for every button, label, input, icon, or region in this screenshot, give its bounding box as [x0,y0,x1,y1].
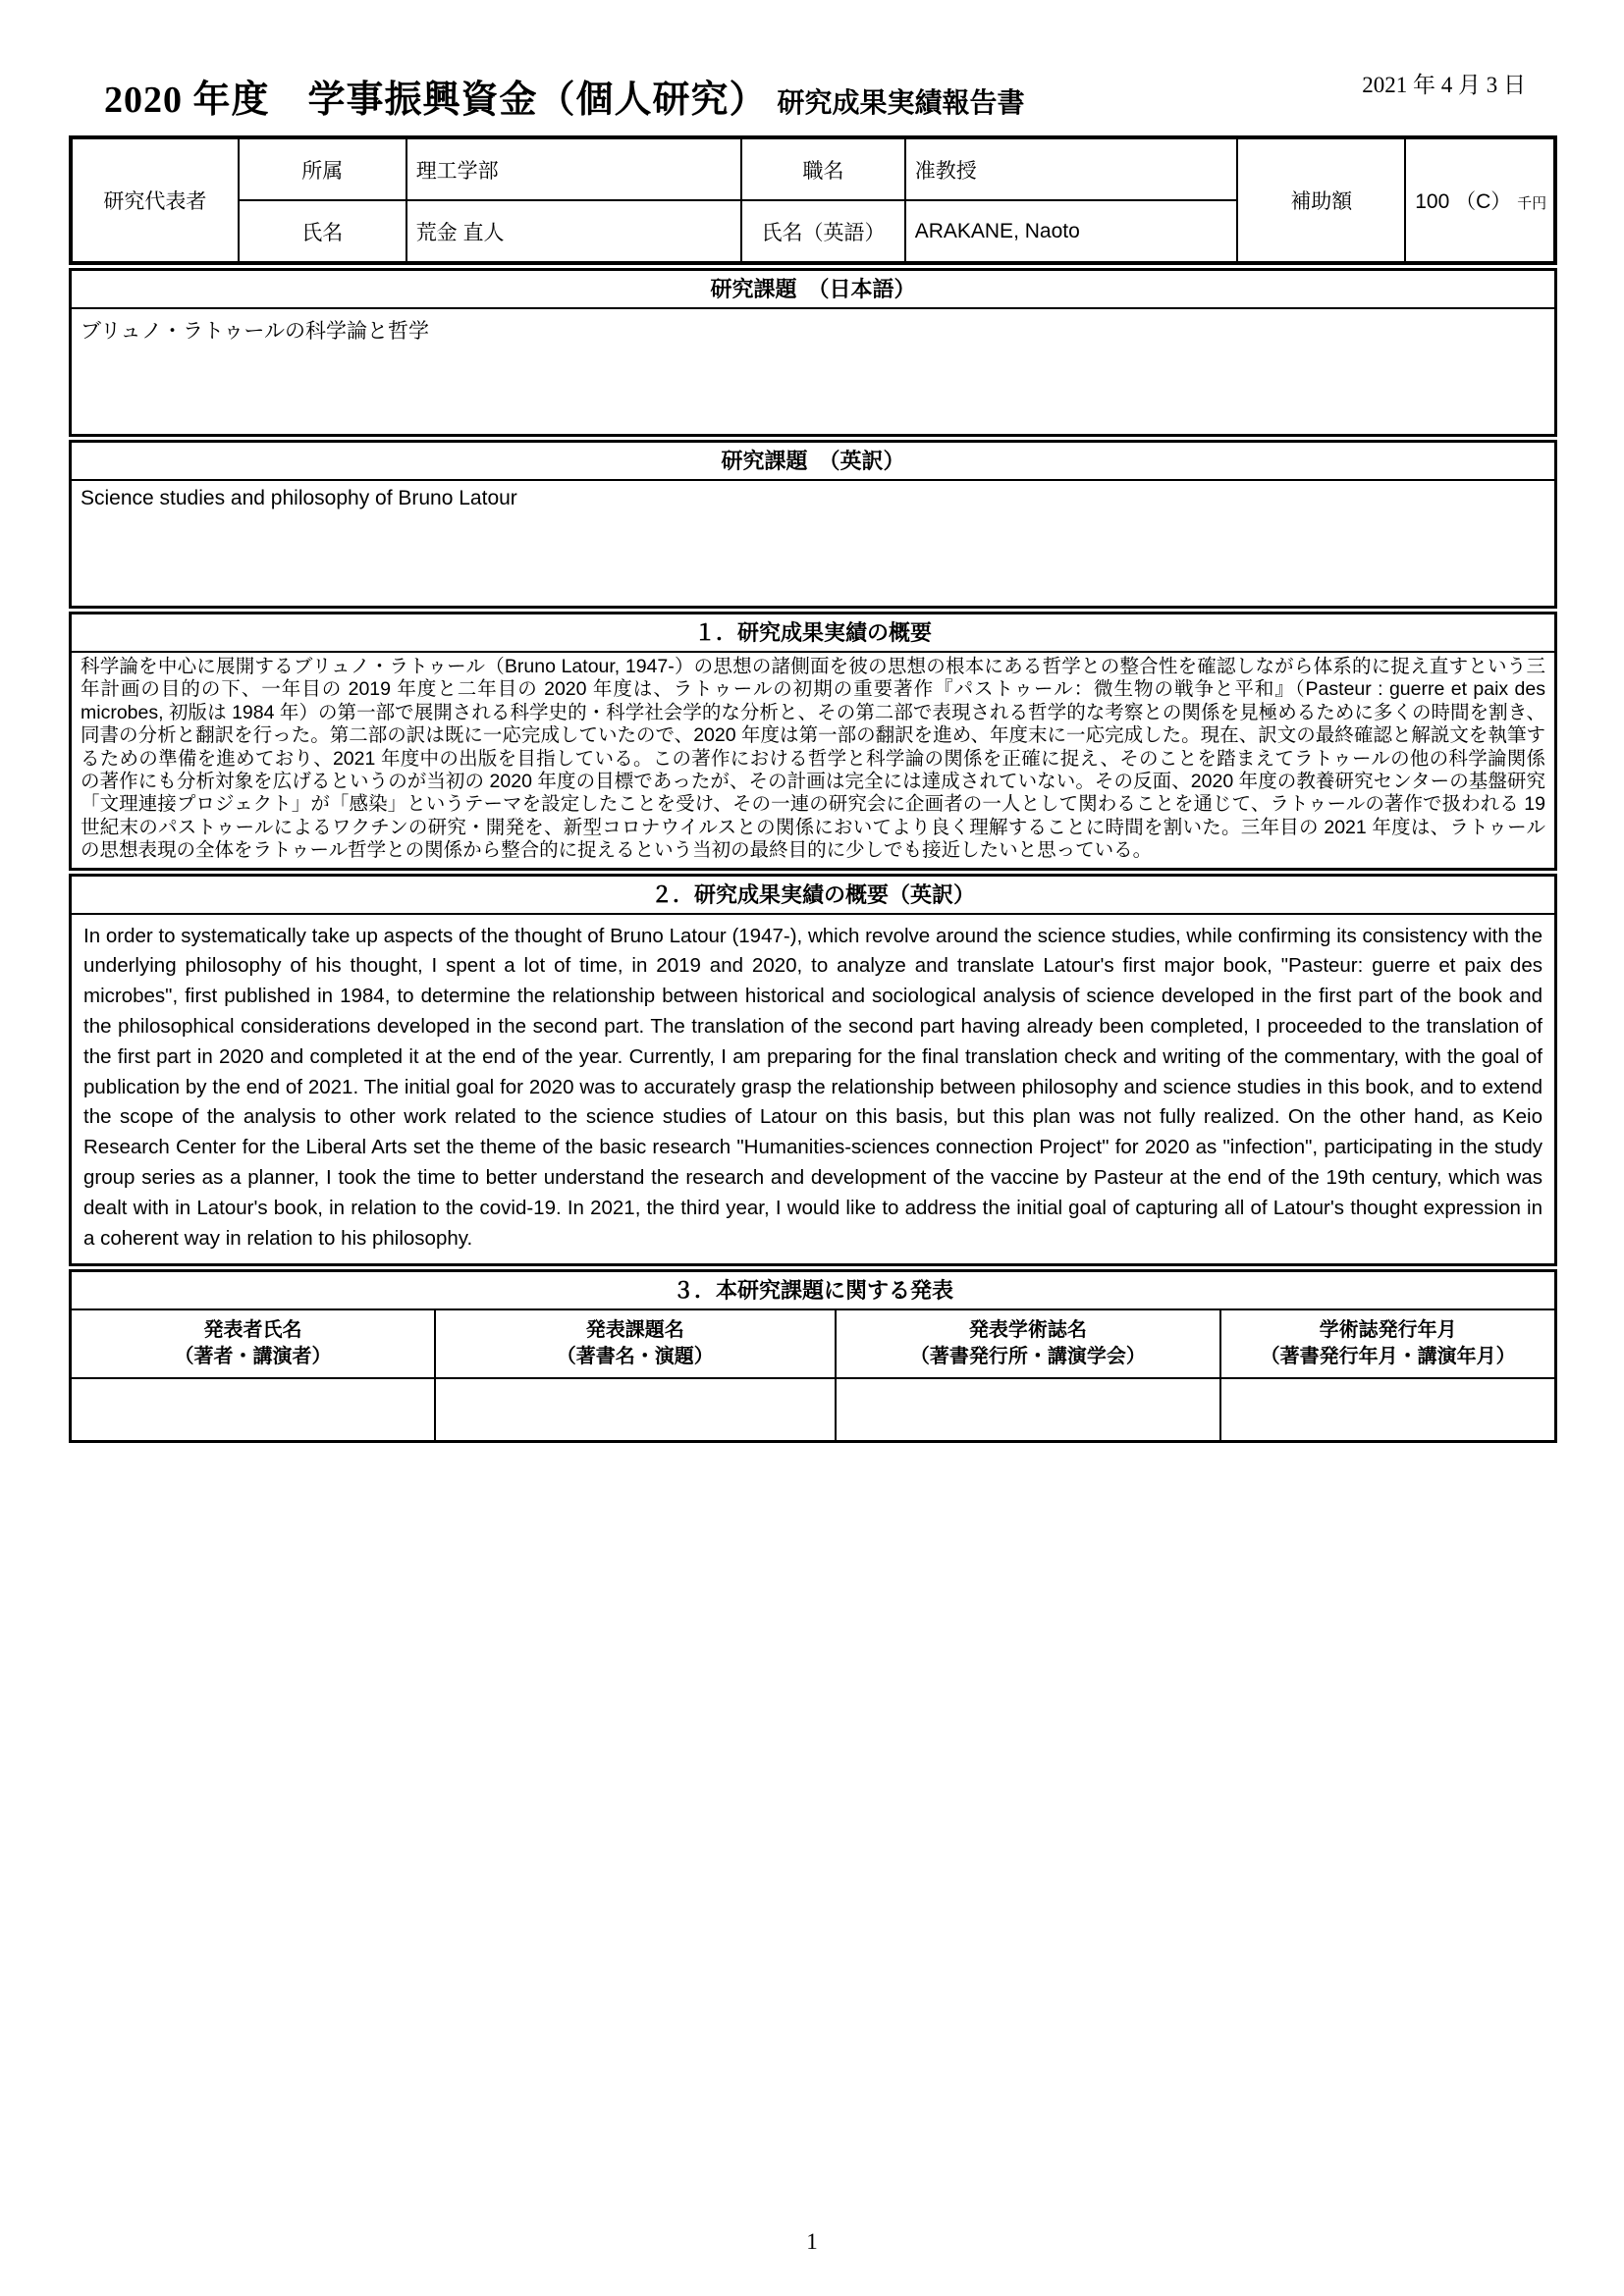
pub-col-date-line1: 学術誌発行年月 [1319,1319,1457,1342]
position-label: 職名 [741,137,904,200]
pub-col-date [1220,1310,1554,1378]
table-cell [1220,1378,1554,1440]
section-summary-ja-content: 科学論を中心に展開するブリュノ・ラトゥール（Bruno Latour, 1947-）の思想の諸側面を彼の思想の根本にある哲学との整合性を確認しながら体系的に捉え直すという三年計画の目的の下、一年目の 2019 年度と二年目の 2020 年度は、ラトゥールの初期の重要著作『パストゥール：微生物の戦争と平和』（Pasteur : guerre et paix des microbes, 初版は 1984 年）の第一部で展開される科学史的・科学社会学的な分析と、その第二部で表現される哲学的な考察との関係を見極めるために多くの時間を割き、同書の分析と翻訳を行った。第二部の訳は既に一応完成していたので、2020 年度は第一部の翻訳を進め、年度末に一応完成した。現在、訳文の最終確認と解説文を執筆するための準備を進めており、2021 年度中の出版を目指している。この著作における哲学と科学論の関係を正確に捉え、そのことを踏まえてラトゥールの他の科学論関係の著作にも分析対象を広げるというのが当初の 2020 年度の目標であったが、その計画は完全には達成されていない。その反面、2020 年度の教養研究センターの基盤研究「文理連接プロジェクト」が「感染」というテーマを設定したことを受け、その一連の研究会に企画者の一人として関わることを通じて、ラトゥールの著作で扱われる 19 世紀末のパストゥールによるワクチンの研究・開発を、新型コロナウイルスとの関係においてより良く理解することに時間を割いた。三年目の 2021 年度は、ラトゥールの思想表現の全体をラトゥール哲学との関係から整合的に捉えるという当初の最終目的に少しでも接近したいと思っている。 [81,656,1545,862]
table-cell [435,1378,836,1440]
report-page [69,49,1557,1443]
pub-col-journal [836,1310,1221,1378]
affiliation-label: 所属 [239,137,406,200]
section-publications-title: ３．本研究課題に関する発表 [72,1272,1554,1310]
subsidy-value [1405,137,1555,263]
pub-col-journal-line2: （著書発行所・講演学会） [909,1346,1146,1368]
document-title [104,69,1025,123]
section-publications [69,1269,1557,1443]
pub-col-title-line2: （著書名・演題） [556,1346,714,1368]
subsidy-label: 補助額 [1237,137,1405,263]
publications-header-row [72,1310,1554,1378]
name-en-label: 氏名（英語） [741,200,904,263]
researcher-info-table [69,135,1557,265]
section-theme-ja-title: 研究課題 （日本語） [72,271,1554,309]
section-theme-en-content: Science studies and philosophy of Bruno Latour [81,487,517,509]
section-summary-ja-title: １．研究成果実績の概要 [72,614,1554,653]
pub-col-journal-line1: 発表学術誌名 [968,1319,1087,1342]
subsidy-amount: 100 （C） [1415,190,1512,213]
section-summary-en-title: ２．研究成果実績の概要（英訳） [72,877,1554,915]
pub-col-title [435,1310,836,1378]
section-summary-en [69,874,1557,1267]
publications-table [72,1310,1554,1440]
position-value: 准教授 [905,137,1238,200]
publications-empty-row [72,1378,1554,1440]
table-cell [836,1378,1221,1440]
pub-col-authors-line2: （著者・講演者） [174,1346,332,1368]
page-number: 1 [806,2229,818,2254]
name-value: 荒金 直人 [406,200,742,263]
affiliation-value: 理工学部 [406,137,742,200]
pub-col-title-line1: 発表課題名 [585,1319,684,1342]
document-date: 2021 年 4 月 3 日 [1362,73,1526,97]
title-sub: 研究成果実績報告書 [777,87,1025,118]
name-en-value: ARAKANE, Naoto [905,200,1238,263]
name-label: 氏名 [239,200,406,263]
section-summary-en-content: In order to systematically take up aspects of the thought of Bruno Latour (1947-), which revolve around the science studies, while confirming its consistency with the underlying philosophy of his thought, I spent a lot of time, in 2019 and 2020, to analyze and translate Latour's first major book, "Pasteur: guerre et paix des microbes", first published in 1984, to determine the relationship between historical and sociological analysis of science developed in the first part of the book and the philosophical considerations developed in the second part. The translation of the second part having already been completed, I proceeded to the translation of the first part in 2020 and completed it at the end of the year. Currently, I am preparing for the final translation check and writing of the commentary, with the goal of publication by the end of 2021. The initial goal for 2020 was to accurately grasp the relationship between philosophy and science studies in this book, and to extend the scope of the analysis to other work related to the science studies of Latour on this basis, but this plan was not fully realized. On the other hand, as Keio Research Center for the Liberal Arts set the theme of the basic research "Humanities-sciences connection Project" for 2020 as "infection", participating in the study group series as a planner, I took the time to better understand the research and development of the vaccine by Pasteur at the end of the 19th century, which was dealt with in Latour's book, in relation to the covid-19. In 2021, the third year, I would like to address the initial goal of capturing all of Latour's thought expression in a coherent way in relation to his philosophy. [83,924,1543,1250]
section-theme-ja-content: ブリュノ・ラトゥールの科学論と哲学 [81,320,430,343]
researcher-rep-label: 研究代表者 [71,137,239,263]
section-summary-ja [69,612,1557,871]
pub-col-authors [72,1310,435,1378]
table-cell [72,1378,435,1440]
pub-col-authors-line1: 発表者氏名 [203,1319,302,1342]
section-theme-en [69,440,1557,609]
section-theme-ja [69,268,1557,437]
page-header [69,49,1557,135]
subsidy-unit: 千円 [1517,195,1547,212]
title-main: 2020 年度 学事振興資金（個人研究） [104,80,768,121]
section-theme-en-title: 研究課題 （英訳） [72,443,1554,481]
pub-col-date-line2: （著書発行年月・講演年月） [1260,1346,1516,1368]
